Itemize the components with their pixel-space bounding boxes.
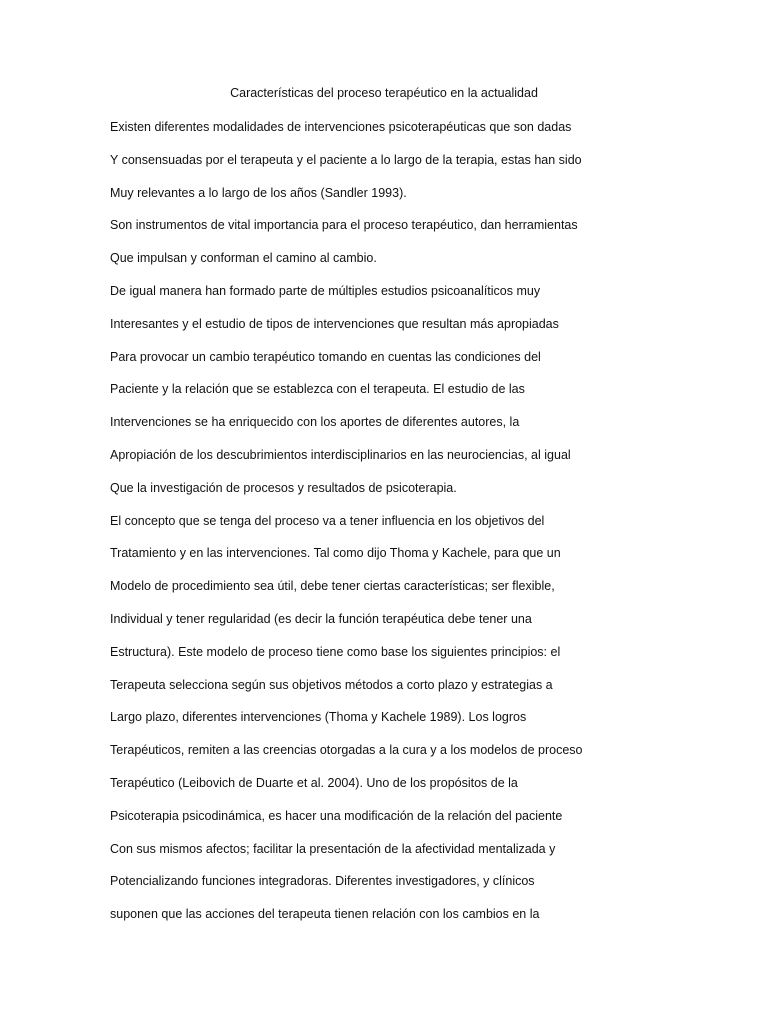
text-line: Estructura). Este modelo de proceso tiene como base los siguientes principios: el [110, 644, 561, 659]
text-line: Intervenciones se ha enriquecido con los aportes de diferentes autores, la [110, 415, 520, 430]
text-line: Que impulsan y conforman el camino al cambio. [110, 251, 377, 266]
document-title: Características del proceso terapéutico en la actualidad [230, 86, 538, 100]
text-line: Psicoterapia psicodinámica, es hacer una modificación de la relación del paciente [110, 808, 563, 823]
text-line: Interesantes y el estudio de tipos de intervenciones que resultan más apropiadas [110, 316, 559, 331]
text-line: suponen que las acciones del terapeuta tienen relación con los cambios en la [110, 907, 540, 922]
text-line: Modelo de procedimiento sea útil, debe tener ciertas características; ser flexible, [110, 579, 555, 594]
text-line: Terapeuta selecciona según sus objetivos métodos a corto plazo y estrategias a [110, 677, 553, 692]
text-line: El concepto que se tenga del proceso va a tener influencia en los objetivos del [110, 513, 545, 528]
text-line: Paciente y la relación que se establezca con el terapeuta. El estudio de las [110, 382, 525, 397]
text-line: Y consensuadas por el terapeuta y el paciente a lo largo de la terapia, estas han sido [110, 152, 582, 167]
text-line: De igual manera han formado parte de múltiples estudios psicoanalíticos muy [110, 283, 541, 298]
text-line: Tratamiento y en las intervenciones. Tal como dijo Thoma y Kachele, para que un [110, 546, 561, 561]
text-line: Terapéutico (Leibovich de Duarte et al. 2004). Uno de los propósitos de la [110, 775, 518, 790]
text-line: Que la investigación de procesos y resultados de psicoterapia. [110, 480, 457, 495]
text-line: Son instrumentos de vital importancia para el proceso terapéutico, dan herramientas [110, 218, 578, 233]
text-line: Con sus mismos afectos; facilitar la presentación de la afectividad mentalizada y [110, 841, 556, 856]
text-line: Potencializando funciones integradoras. Diferentes investigadores, y clínicos [110, 874, 535, 889]
text-line: Existen diferentes modalidades de intervenciones psicoterapéuticas que son dadas [110, 120, 572, 134]
text-line: Individual y tener regularidad (es decir la función terapéutica debe tener una [110, 611, 532, 626]
document-body [110, 117, 670, 937]
text-line: Muy relevantes a lo largo de los años (Sandler 1993). [110, 185, 407, 200]
text-line: Para provocar un cambio terapéutico tomando en cuentas las condiciones del [110, 349, 541, 364]
text-line: Largo plazo, diferentes intervenciones (Thoma y Kachele 1989). Los logros [110, 710, 527, 725]
text-line: Terapéuticos, remiten a las creencias otorgadas a la cura y a los modelos de proceso [110, 743, 583, 758]
text-line: Apropiación de los descubrimientos interdisciplinarios en las neurociencias, al igual [110, 447, 571, 462]
